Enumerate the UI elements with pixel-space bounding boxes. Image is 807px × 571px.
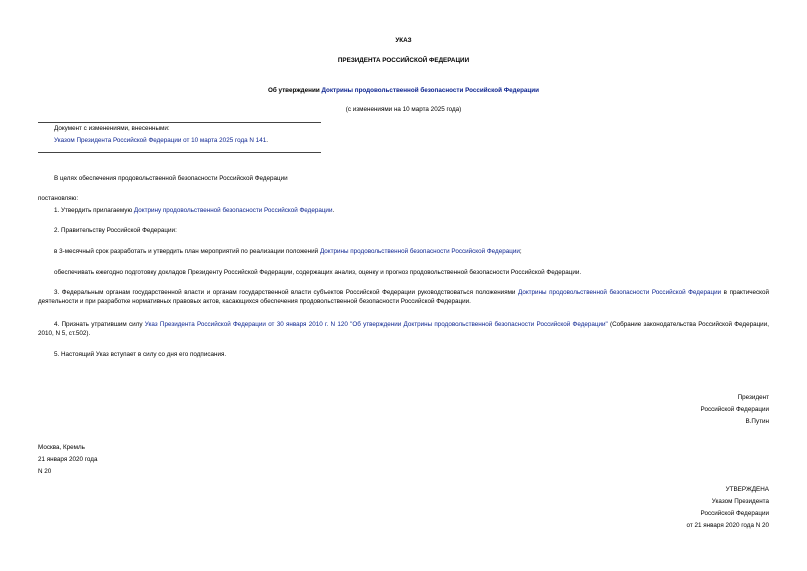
signature-name: В.Путин xyxy=(745,418,769,425)
amendments-entry: Указом Президента Российской Федерации от 10 марта 2025 года N 141. xyxy=(54,137,268,144)
doctrine-link-p3[interactable]: Доктрины продовольственной безопасности Российской Федерации xyxy=(518,289,722,296)
decree-title: УКАЗ xyxy=(395,37,412,44)
signature-title: Президент xyxy=(737,394,769,401)
date: 21 января 2020 года xyxy=(38,456,98,463)
doctrine-link-p2a[interactable]: Доктрины продовольственной безопасности Российской Федерации xyxy=(319,248,520,255)
amending-decree-link[interactable]: Указом Президента Российской Федерации от 10 марта 2025 года N 141 xyxy=(54,137,267,144)
signature-block xyxy=(701,392,769,428)
doctrine-link[interactable]: Доктрины продовольственной безопасности Российской Федерации xyxy=(321,87,540,94)
decree-subject xyxy=(0,87,807,95)
paragraph-4: 4. Признать утратившим силу Указ Президента Российской Федерации от 30 января 2010 г. N 120 "Об утверждении Доктрины продовольственной безопасности Российской Федерации" (Собрание законодательства Российской Федерации, 2010, N 5, ст.502). xyxy=(38,321,769,337)
paragraph-1: 1. Утвердить прилагаемую Доктрину продовольственной безопасности Российской Федерации. xyxy=(54,207,335,214)
approval-block xyxy=(686,484,769,532)
paragraph-3: 3. Федеральным органам государственной власти и органам государственной власти субъектов Российской Федерации руководствоваться положениями Доктрины продовольственной безопасности Российской Федерации в практической деятельности и при разработке нормативных правовых актов, касающихся обеспечения продовольственной безопасности Российской Федерации. xyxy=(38,289,769,305)
approval-status: УТВЕРЖДЕНА xyxy=(725,486,769,493)
approval-by: Указом Президента xyxy=(711,498,769,505)
paragraph-2b: обеспечивать ежегодно подготовку докладов Президенту Российской Федерации, содержащих анализ, оценку и прогноз продовольственной безопасности Российской Федерации. xyxy=(54,269,582,276)
amendments-label: Документ с изменениями, внесенными: xyxy=(54,125,170,132)
paragraph-5: 5. Настоящий Указ вступает в силу со дня его подписания. xyxy=(54,351,227,358)
changes-note: (с изменениями на 10 марта 2025 года) xyxy=(345,106,462,113)
place: Москва, Кремль xyxy=(38,444,85,451)
approval-date: от 21 января 2020 года N 20 xyxy=(686,522,769,529)
decree-word: постановляю: xyxy=(38,195,79,202)
divider-top xyxy=(38,122,321,123)
subject-prefix: Об утверждении xyxy=(267,87,322,94)
signature-country: Российской Федерации xyxy=(700,406,769,413)
doctrine-link-p1[interactable]: Доктрину продовольственной безопасности Российской Федерации xyxy=(133,207,333,214)
repealed-decree-link[interactable]: Указ Президента Российской Федерации от 30 января 2010 г. N 120 "Об утверждении Доктрины продовольственной безопасности Российской Федерации" xyxy=(144,321,608,328)
approval-country: Российской Федерации xyxy=(700,510,769,517)
intro-text: В целях обеспечения продовольственной безопасности Российской Федерации xyxy=(54,175,288,182)
paragraph-2: 2. Правительству Российской Федерации: xyxy=(54,227,177,234)
decree-number: N 20 xyxy=(38,468,52,475)
paragraph-2a: в 3-месячный срок разработать и утвердить план мероприятий по реализации положений Доктрины продовольственной безопасности Российской Федерации; xyxy=(54,248,522,255)
place-date-block xyxy=(38,442,97,478)
decree-issuer: ПРЕЗИДЕНТА РОССИЙСКОЙ ФЕДЕРАЦИИ xyxy=(337,57,470,64)
divider-bottom xyxy=(38,152,321,153)
